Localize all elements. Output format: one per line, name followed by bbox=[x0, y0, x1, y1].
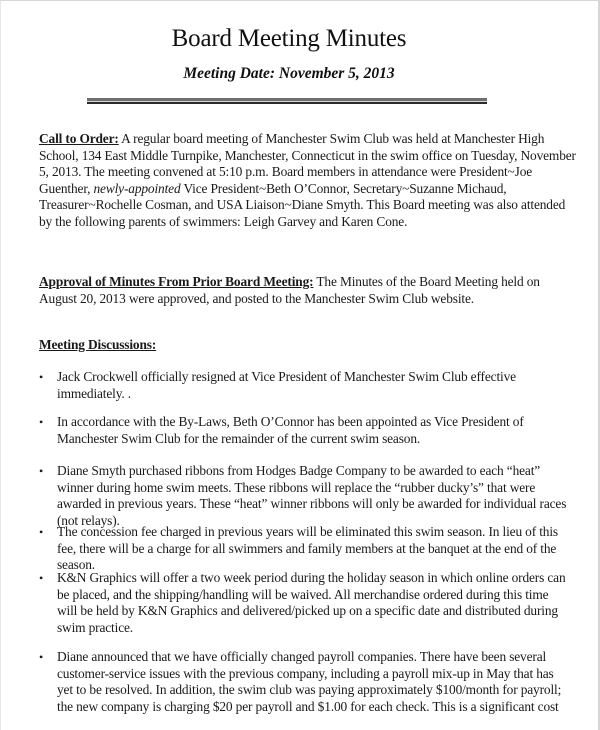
list-item-text: Jack Crockwell officially resigned at Vice President of Manchester Swim Club effective immediately. . bbox=[57, 369, 516, 401]
bullet-icon: • bbox=[39, 650, 44, 664]
list-item-text: K&N Graphics will offer a two week period during the holiday season in which online orders can be placed, and the shipping/handling will be waived. All merchandise ordered during this time will be held by K&N Graphics and delivered/picked up on a specific date and distributed during swim practice. bbox=[57, 570, 566, 635]
list-item-text: Diane Smyth purchased ribbons from Hodges Badge Company to be awarded to each “heat” winner during home swim meets. These ribbons will replace the “rubber ducky’s” that were awarded in previous years. These “heat” winner ribbons will only be awarded for individual races (not relays). bbox=[57, 463, 567, 528]
bullet-icon: • bbox=[39, 370, 44, 384]
meeting-date: Meeting Date: November 5, 2013 bbox=[183, 65, 395, 82]
document-title: Board Meeting Minutes bbox=[171, 25, 407, 52]
list-item-text: Diane announced that we have officially changed payroll companies. There have been several customer-service issues with the previous company, including a payroll mix-up in May that has yet to be resolved. In addition, the swim club was paying approximately $100/month for payroll; the new company is charging $20 per payroll and $1.00 for each check. This is a significant cost bbox=[57, 649, 562, 714]
bullet-icon: • bbox=[39, 571, 44, 585]
call-to-order-paragraph bbox=[39, 131, 579, 231]
list-item bbox=[39, 649, 569, 715]
list-item bbox=[39, 463, 569, 529]
bullet-icon: • bbox=[39, 415, 44, 429]
call-to-order-italic: newly-appointed bbox=[93, 180, 181, 196]
approval-paragraph bbox=[39, 274, 579, 307]
meeting-discussions-heading: Meeting Discussions: bbox=[39, 337, 157, 352]
bullet-icon: • bbox=[39, 464, 44, 478]
list-item-text: In accordance with the By-Laws, Beth O’Connor has been appointed as Vice President of Manchester Swim Club for the remainder of the current swim season. bbox=[57, 414, 524, 446]
approval-heading: Approval of Minutes From Prior Board Meeting: bbox=[39, 274, 314, 289]
list-item bbox=[39, 570, 569, 636]
list-item bbox=[39, 524, 569, 574]
approval-text: The Minutes of the Board Meeting held on August 20, 2013 were approved, and posted to the Manchester Swim Club website. bbox=[39, 274, 540, 306]
double-rule-divider bbox=[87, 98, 487, 104]
call-to-order-text-1: A regular board meeting of Manchester Swim Club was held at Manchester High School, 134 East Middle Turnpike, Manchester, Connecticut in the swim office on Tuesday, November 5, 2013. The meeting convened at 5:10 p.m. Board members in attendance were President~Joe Guenther, bbox=[39, 131, 576, 196]
list-item bbox=[39, 369, 569, 402]
call-to-order-text-2: Vice President~Beth O’Connor, Secretary~Suzanne Michaud, Treasurer~Rochelle Cosman, and USA Liaison~Diane Smyth. This Board meeting was also attended by the following parents of swimmers: Leigh Garvey and Karen Cone. bbox=[39, 180, 566, 229]
list-item-text: The concession fee charged in previous years will be eliminated this swim season. In lieu of this fee, there will be a charge for all swimmers and family members at the banquet at the end of the season. bbox=[57, 524, 558, 573]
bullet-icon: • bbox=[39, 525, 44, 539]
list-item bbox=[39, 414, 569, 447]
call-to-order-heading: Call to Order: bbox=[39, 131, 119, 146]
